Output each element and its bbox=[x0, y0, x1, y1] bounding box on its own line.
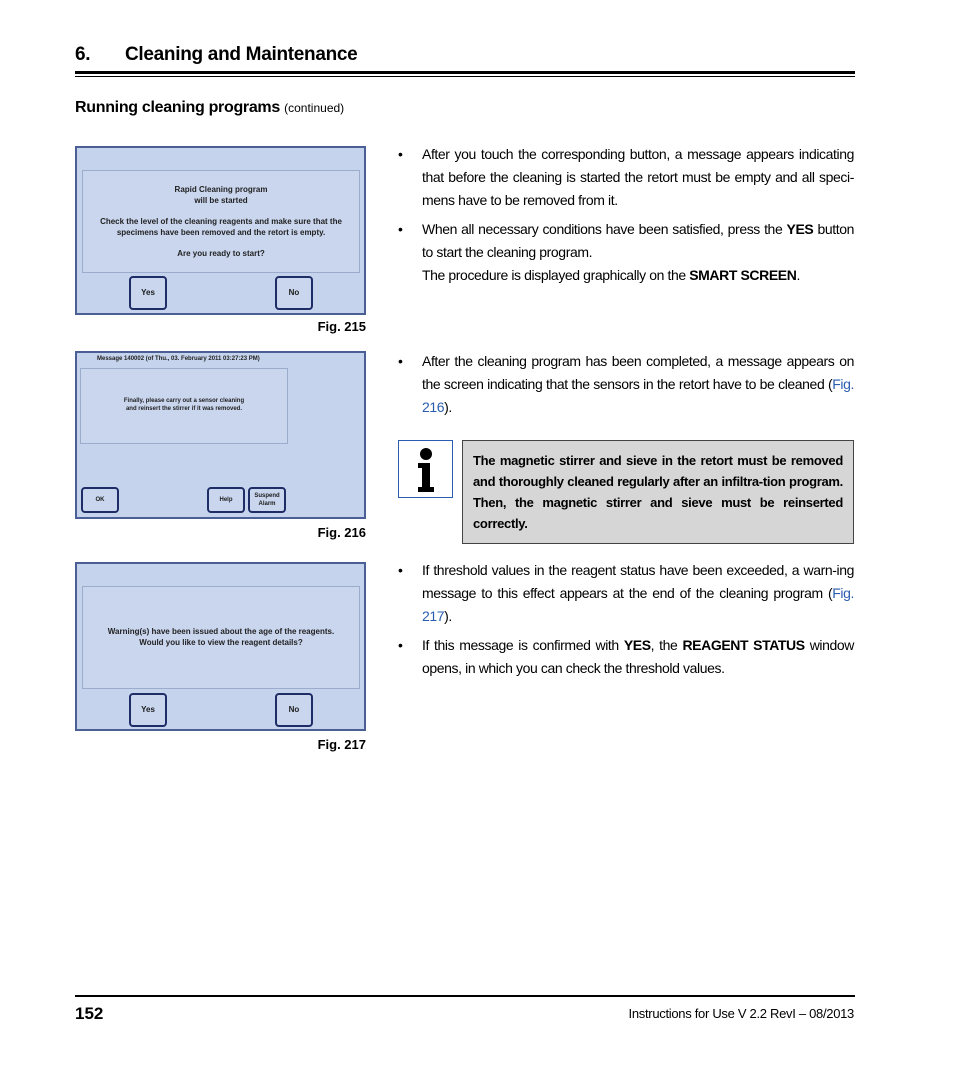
message-line: will be started bbox=[194, 196, 248, 205]
figure-caption: Fig. 215 bbox=[317, 319, 366, 334]
text-block-2 bbox=[398, 350, 854, 419]
bullet-text: ). bbox=[444, 608, 452, 624]
yes-button[interactable]: Yes bbox=[129, 693, 167, 727]
bullet-item bbox=[398, 559, 854, 628]
bullet-text: The procedure is displayed graphically on the bbox=[422, 267, 690, 283]
chapter-number: 6. bbox=[75, 44, 91, 65]
bullet-dot: • bbox=[398, 221, 403, 237]
screenshot-fig-216 bbox=[75, 351, 366, 519]
bullet-text: If threshold values in the reagent status have been exceeded, a warn-ing message to this effect appears at the end of the cleaning program ( bbox=[422, 562, 854, 601]
message-line: specimens have been removed and the retort is empty. bbox=[116, 228, 326, 237]
bullet-item bbox=[398, 634, 854, 680]
chapter-title bbox=[75, 44, 357, 66]
info-icon bbox=[398, 440, 453, 498]
bullet-dot: • bbox=[398, 562, 403, 578]
footer-doc-info: Instructions for Use V 2.2 RevI – 08/2013 bbox=[628, 1006, 854, 1021]
figure-caption: Fig. 217 bbox=[317, 737, 366, 752]
figure-caption: Fig. 216 bbox=[317, 525, 366, 540]
bullet-item bbox=[398, 143, 854, 212]
message-body bbox=[82, 216, 360, 238]
section-continued: (continued) bbox=[284, 101, 345, 115]
screenshot-fig-217 bbox=[75, 562, 366, 731]
message-line: Check the level of the cleaning reagents and make sure that the bbox=[100, 217, 342, 226]
bold-term: REAGENT STATUS bbox=[682, 637, 805, 653]
section-title-text: Running cleaning programs bbox=[75, 99, 280, 116]
bullet-item bbox=[398, 350, 854, 419]
message-header: Message 140002 (of Thu., 03. February 2011 03:27:23 PM) bbox=[97, 356, 260, 362]
bullet-dot: • bbox=[398, 146, 403, 162]
message-title bbox=[82, 184, 360, 206]
bullet-text: window opens, in which you can check the threshold values. bbox=[422, 637, 854, 676]
bold-term: YES bbox=[623, 637, 651, 653]
message-line: Would you like to view the reagent details? bbox=[139, 638, 303, 647]
message-line: Warning(s) have been issued about the age of the reagents. bbox=[107, 627, 335, 636]
no-button[interactable]: No bbox=[275, 693, 313, 727]
message-line: and reinsert the stirrer if it was removed. bbox=[125, 406, 243, 412]
message-body bbox=[80, 397, 288, 413]
bold-term: SMART SCREEN bbox=[689, 267, 797, 283]
page-number: 152 bbox=[75, 1004, 104, 1023]
bullet-text: . bbox=[796, 267, 800, 283]
screenshot-fig-215 bbox=[75, 146, 366, 315]
header-rule-thin bbox=[75, 76, 855, 77]
info-note: The magnetic stirrer and sieve in the retort must be removed and thoroughly cleaned regularly after an infiltra-tion program. Then, the magnetic stirrer and sieve must be reinserted correctly. bbox=[462, 440, 854, 544]
bullet-text: If this message is confirmed with bbox=[422, 637, 624, 653]
footer-rule bbox=[75, 995, 855, 997]
yes-button[interactable]: Yes bbox=[129, 276, 167, 310]
bullet-item bbox=[398, 218, 854, 287]
fig-217-link[interactable]: Fig. 217 bbox=[422, 585, 854, 624]
message-line: Finally, please carry out a sensor cleaning bbox=[123, 398, 245, 404]
ok-button[interactable]: OK bbox=[81, 487, 119, 513]
fig-216-link[interactable]: Fig. 216 bbox=[422, 376, 854, 415]
bullet-dot: • bbox=[398, 637, 403, 653]
header-rule bbox=[75, 71, 855, 74]
bullet-text: After the cleaning program has been completed, a message appears on the screen indicating that the sensors in the retort have to be cleaned ( bbox=[422, 353, 854, 392]
bullet-dot: • bbox=[398, 353, 403, 369]
bullet-text: , the bbox=[650, 637, 683, 653]
bullet-text: button to start the cleaning program. bbox=[422, 221, 855, 260]
message-line: Rapid Cleaning program bbox=[174, 185, 268, 194]
bullet-text: When all necessary conditions have been satisfied, press the bbox=[422, 221, 787, 237]
bold-term: YES bbox=[786, 221, 814, 237]
chapter-title-text: Cleaning and Maintenance bbox=[125, 44, 358, 65]
suspend-alarm-button[interactable]: Suspend Alarm bbox=[248, 487, 286, 513]
text-block-3 bbox=[398, 559, 854, 680]
section-title bbox=[75, 99, 344, 117]
message-question: Are you ready to start? bbox=[177, 249, 265, 258]
bullet-text: ). bbox=[444, 399, 452, 415]
help-button[interactable]: Help bbox=[207, 487, 245, 513]
no-button[interactable]: No bbox=[275, 276, 313, 310]
bullet-text: After you touch the corresponding button, a message appears indicating that before the cleaning is started the retort must be empty and all speci-mens have to be removed from it. bbox=[422, 146, 854, 208]
message-body bbox=[82, 626, 360, 648]
text-block-1 bbox=[398, 143, 854, 287]
